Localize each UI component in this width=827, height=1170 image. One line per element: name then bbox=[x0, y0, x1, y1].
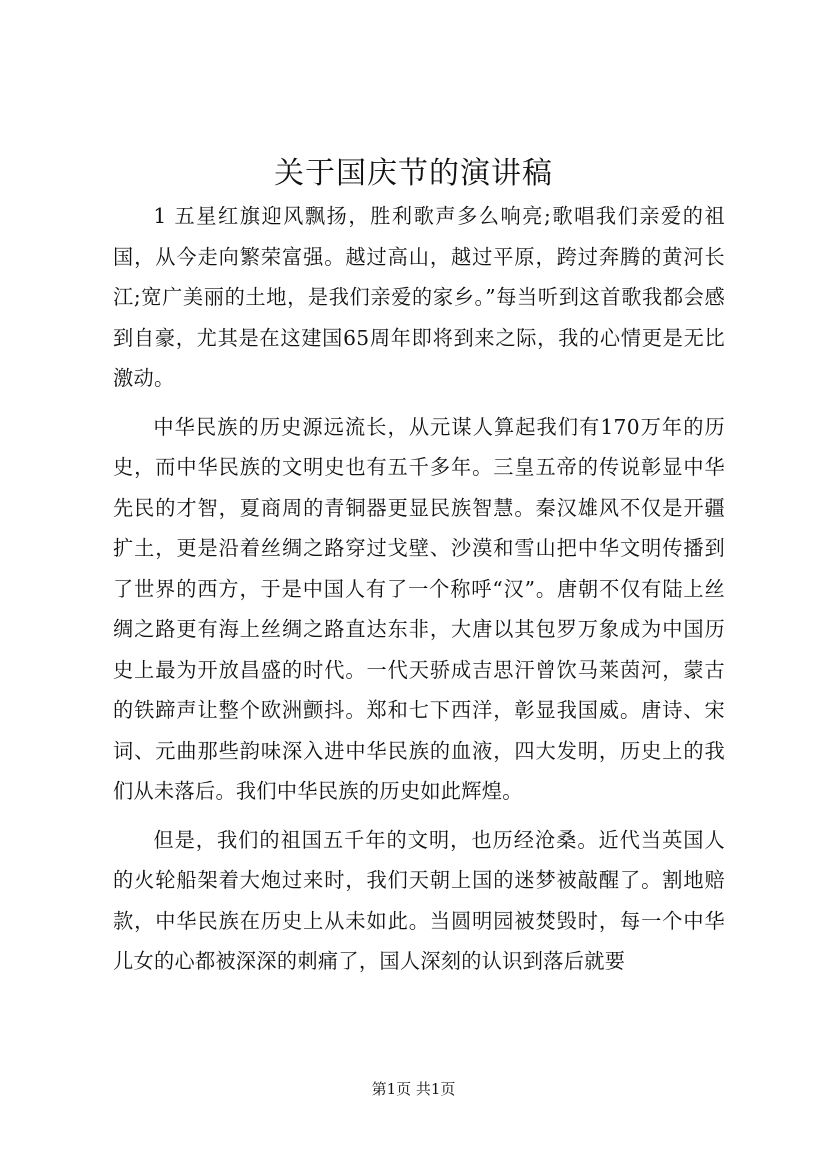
paragraph-3: 但是，我们的祖国五千年的文明，也历经沧桑。近代当英国人的火轮船架着大炮过来时，我们天朝上国的迷梦被敲醒了。割地赔款，中华民族在历史上从未如此。当圆明园被焚毁时，每一个中华儿女的心都被深深的刺痛了，国人深刻的认识到落后就要 bbox=[113, 827, 725, 973]
page-number-footer: 第1页 共1页 bbox=[371, 1080, 456, 1098]
document-title: 关于国庆节的演讲稿 bbox=[274, 156, 553, 191]
document-body bbox=[113, 196, 725, 990]
paragraph-1: 1 五星红旗迎风飘扬，胜利歌声多么响亮;歌唱我们亲爱的祖国，从今走向繁荣富强。越过高山，越过平原，跨过奔腾的黄河长江;宽广美丽的土地，是我们亲爱的家乡。”每当听到这首歌我都会感到自豪，尤其是在这建国65周年即将到来之际，我的心情更是无比激动。 bbox=[113, 204, 725, 390]
paragraph-2: 中华民族的历史源远流长，从元谋人算起我们有170万年的历史，而中华民族的文明史也有五千多年。三皇五帝的传说彰显中华先民的才智，夏商周的青铜器更显民族智慧。秦汉雄风不仅是开疆扩土，更是沿着丝绸之路穿过戈壁、沙漠和雪山把中华文明传播到了世界的西方，于是中国人有了一个称呼“汉”。唐朝不仅有陆上丝绸之路更有海上丝绸之路直达东非，大唐以其包罗万象成为中国历史上最为开放昌盛的时代。一代天骄成吉思汗曾饮马莱茵河，蒙古的铁蹄声让整个欧洲颤抖。郑和七下西洋，彰显我国威。唐诗、宋词、元曲那些韵味深入进中华民族的血液，四大发明，历史上的我们从未落后。我们中华民族的历史如此辉煌。 bbox=[113, 414, 725, 803]
